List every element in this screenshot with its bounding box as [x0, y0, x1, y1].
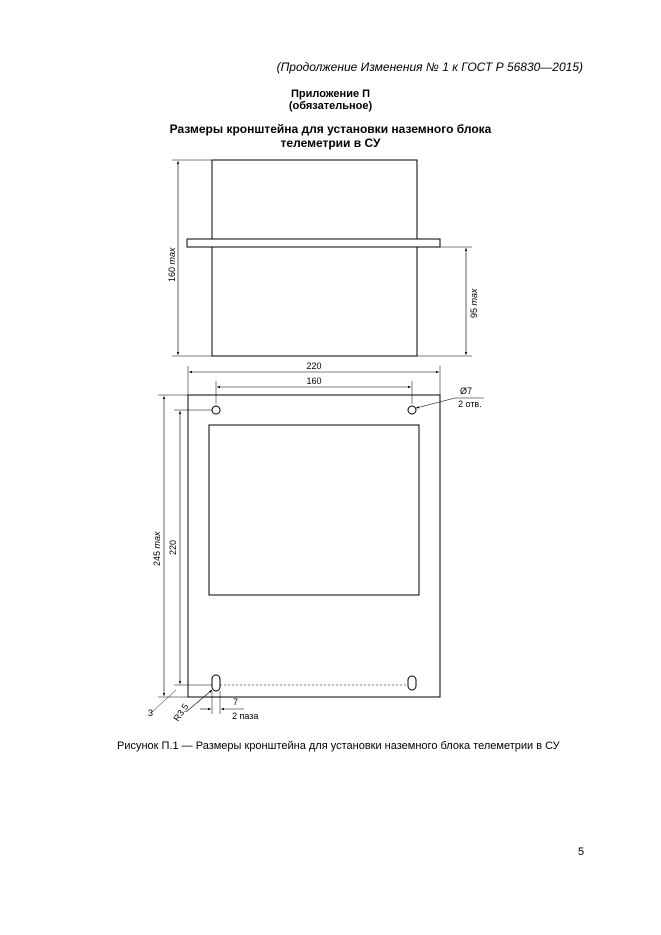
dim-height-lower-label: 95 max: [469, 288, 479, 318]
mounting-hole-left: [212, 406, 220, 414]
dim-hole-vertical-label: 220: [168, 539, 178, 555]
dim-slot-radius-label: R3.5: [171, 701, 191, 724]
dim-width-total-label: 220: [306, 361, 322, 371]
hole-leader: [416, 398, 455, 408]
continuation-header: (Продолжение Изменения № 1 к ГОСТ Р 56830—2015): [276, 60, 583, 74]
dim-hole-spacing-label: 160: [306, 376, 322, 386]
mounting-slot-left: [212, 675, 220, 691]
appendix-title: Приложение П: [290, 88, 371, 100]
side-view-body: [212, 160, 417, 356]
figure-caption: Рисунок П.1 — Размеры кронштейна для установки наземного блока телеметрии в СУ: [117, 740, 560, 752]
dim-plate-height-label: 245 max: [152, 531, 162, 566]
section-title-line2: телеметрии в СУ: [280, 136, 381, 150]
plate-cutout: [209, 425, 419, 595]
mounting-plate: [188, 395, 440, 697]
appendix-status: (обязательное): [288, 100, 373, 112]
side-view-flange: [187, 239, 440, 247]
page-number: 5: [578, 846, 585, 858]
mounting-hole-right: [408, 406, 416, 414]
section-title-line1: Размеры кронштейна для установки наземного блока: [169, 122, 492, 136]
dim-slot-width-label: 7: [233, 697, 239, 707]
mounting-slot-right: [408, 676, 416, 690]
side-view: [172, 160, 472, 356]
dim-slot-count-label: 2 паза: [232, 711, 259, 721]
dim-edge-offset-label: 3: [148, 708, 154, 718]
dim-height-total-label: 160 max: [167, 247, 177, 282]
front-view: [152, 366, 484, 714]
dim-hole-count-label: 2 отв.: [458, 399, 482, 409]
dim-hole-diameter-label: Ø7: [460, 386, 473, 396]
